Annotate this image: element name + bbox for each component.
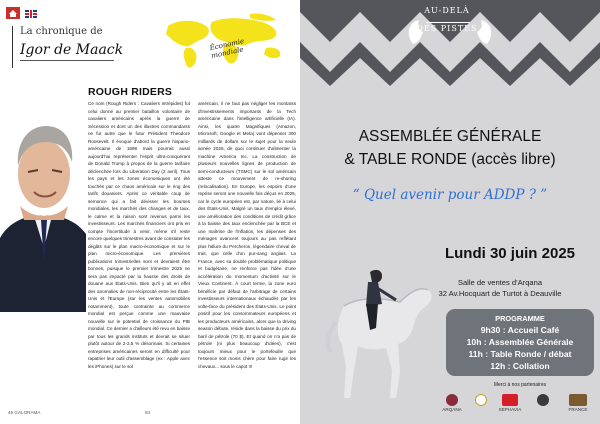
program-item: 10h : Assemblée Générale (466, 337, 574, 347)
partner-logo[interactable] (528, 394, 558, 416)
horse-rider-illustration (314, 252, 444, 402)
uk-flag-icon[interactable] (25, 10, 37, 18)
partner-mark-icon (537, 394, 549, 406)
section-title: La chronique de (20, 26, 103, 37)
chronicle-divider (12, 26, 13, 68)
partner-logo[interactable] (562, 394, 594, 416)
partner-mark-icon (569, 394, 587, 406)
program-item: 11h : Table Ronde / débat (468, 349, 572, 359)
program-title: PROGRAMME (495, 314, 545, 323)
logo-line-2: DES PISTES (416, 24, 478, 33)
program-item: 9h30 : Accueil Café (480, 325, 560, 335)
partner-mark-icon (446, 394, 458, 406)
article-title: ROUGH RIDERS (88, 86, 173, 98)
partner-name: SEPHAVIA (498, 407, 522, 412)
logo-line-1: AU-DELÀ (424, 6, 470, 15)
author-photo (0, 88, 86, 312)
event-quote: “ Quel avenir pour ADDP ? ” (352, 187, 548, 203)
partner-mark-icon (475, 394, 487, 406)
author-underline (20, 60, 114, 61)
right-page (300, 0, 600, 424)
article-column-2: américain, il ne faut pas négliger les montants d'investissements importants de la Tech américaine dans l'intelligence artificielle (IA). Ainsi, les quatre Magnifiques (Amazon, Microsoft, Google et Meta) vont dépenser 300 milliards de dollars sur le sujet pour la seule année 2025, de quoi continuer d'alimenter la machine America Inc. La construction de plusieurs nouvelles lignes de production de semi-conducteurs (TSMC) sur le sol américain atteste ce mouvement de re-shoring (relocalisation). En Europe, les espoirs d'une reprise seront une nouvelle fois déçus en 2025, car le cycle européen est, par nature, lié à celui des États-Unis. Malgré un taux d'emploi élevé, une amélioration des conditions de crédit grâce à la baisse des taux enclenchée par la BCE et une maîtrise de l'inflation, les dépenses des ménages avancent toujours au pas reflétant plus l'allure du Percheron, légendaire cheval de trait, que celle d'un pur-sang anglais. La France, avec sa double problématique politique et budgétaire, ne renforce pas l'idée d'une accélération du momentum d'activité sur le Vieux Continent. À court terme, la zone euro bénéficie par défaut de l'arbitrage de certains investisseurs internationaux échaudés par les volte-face du président des États-Unis. Le point positif pour les consommateurs européens et les producteurs américains, alors que la driving season débute, réside dans la baisse du prix du baril de pétrole (70 $). Et quand on n'a pas de pétrole (ni plus beaucoup d'idées), c'est toujours mieux pour le portefeuille que l'essence soit moins chère pour faire rugir les chevaux... sous le capot !!! (198, 101, 296, 369)
program-item: 12h : Collation (490, 361, 550, 371)
event-title-line-1: ASSEMBLÉE GÉNÉRALE (358, 128, 542, 145)
event-date: Lundi 30 juin 2025 (444, 245, 576, 262)
partners-label: Merci à nos partenaires (493, 382, 547, 388)
partner-logo[interactable] (496, 394, 524, 416)
home-icon[interactable] (6, 7, 20, 19)
article-column-1: Ce nom (Rough Riders : Cavaliers Intrépides) fut celui donné au premier bataillon volontaire de cavaliers américains après la guerre de Sécession et dont un des illustres commandants ne fut autre que le futur Président Theodore Roosevelt. Il évoque d'abord la guerre hispano-américaine de 1898 mais pourrait aussi aujourd'hui représenter l'esprit ultra-conquérant de Donald Trump à propos de la guerre tarifaire déclenchée lors du Liberation Day (2 avril). Tous les pays et les zones économiques ont été touchés par ce chaos américain sur le ring des tarifs douaniers. Après ce véritable coup de semonce qui a fait dévisser les bourses mondiales, les marchés des changes et de taux, le calme et la raison sont revenus parmi les investisseurs. Les marchés financiers ont pris en compte l'incertitude à venir, même s'il reste encore quelques trimestres avant de constater les dégâts sur le plan macro-économique et sur le plan micro-économique. Les premières publications trimestrielles sont et devraient être bonnes, puisque le premier trimestre 2025 ne sera pas impacté par la hausse des droits de douane aux États-Unis. Bien qu'il y ait en effet des anomalies de non-réciprocité entre les États-Unis et l'Europe (sur les ventes automobiles notamment), toute contrainte au commerce mondial est perçue comme une mauvaise nouvelle sur le potentiel de croissance du PIB mondial. Ce dernier a d'ailleurs été revu en baisse par tous les grands instituts et devrait se situer plutôt autour de 2-2,5 % désormais. Si certaines entreprises américaines seront en difficulté pour rapatrier leur outil d'assemblage (ex : Apple avec les iPhones) sur le sol (88, 101, 190, 369)
partner-name: ARQANA (442, 407, 462, 412)
partner-logo[interactable] (440, 394, 464, 416)
footer-magazine: 49 GALORAMA (8, 410, 41, 415)
partner-mark-icon (502, 394, 518, 406)
page-number: 84 (145, 410, 151, 415)
map-label: Économie mondiale (208, 37, 245, 61)
author-name: Igor de Maack (20, 42, 124, 58)
partner-name: FRANCE (568, 407, 588, 412)
logo-divider (426, 22, 470, 23)
partner-logo[interactable] (468, 394, 494, 416)
venue-name: Salle de ventes d'Arqana (457, 278, 543, 287)
venue-address: 32 Av.Hocquart de Turtot à Deauville (438, 289, 562, 298)
event-title-line-2: & TABLE RONDE (accès libre) (344, 151, 556, 168)
